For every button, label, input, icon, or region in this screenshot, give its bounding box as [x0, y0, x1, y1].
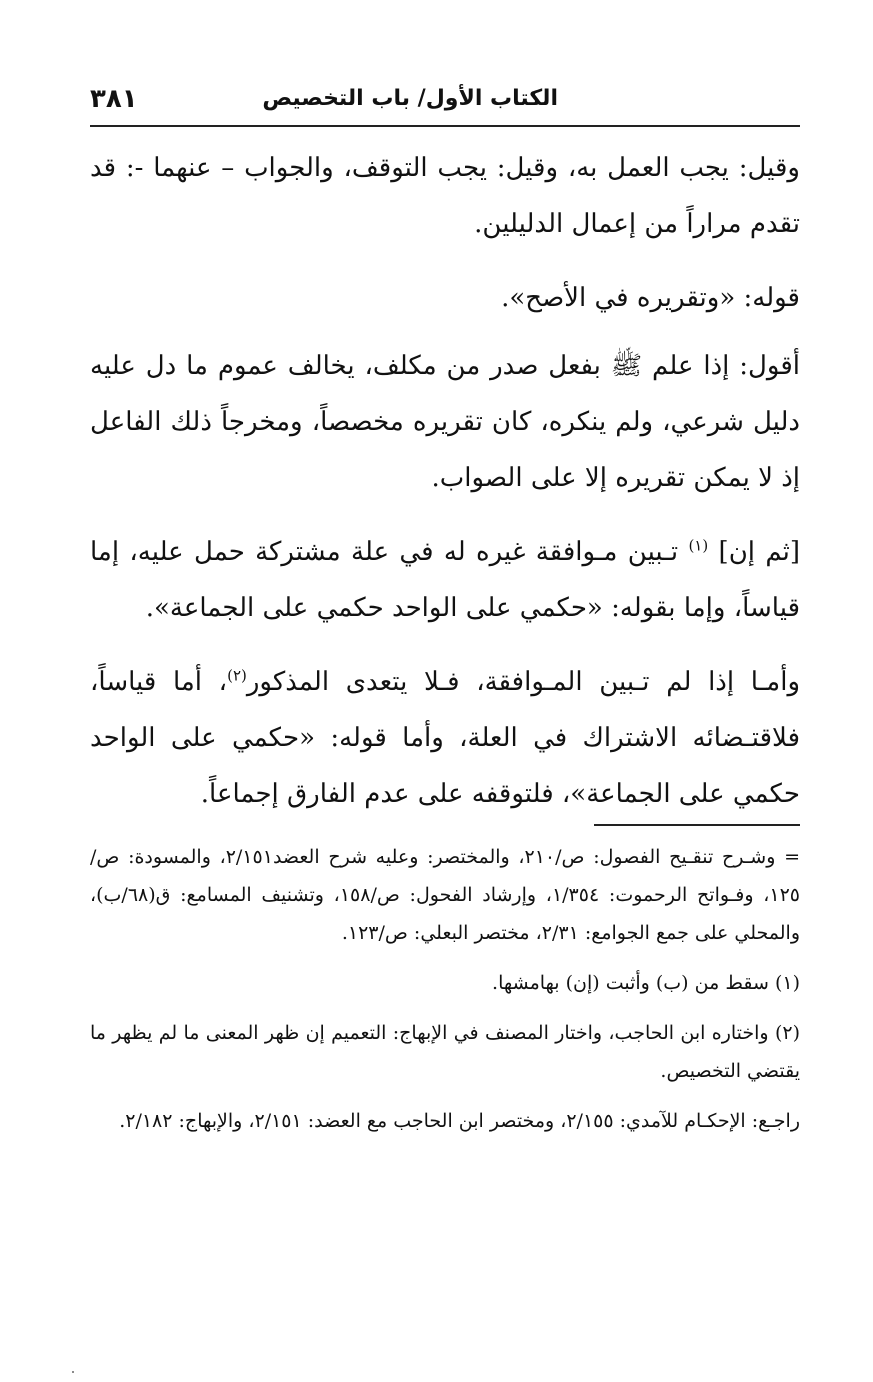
footnote-2 — [90, 1014, 800, 1090]
footnote-divider — [594, 824, 800, 826]
footnote-ref-2: (٢) — [227, 666, 247, 685]
footnote-1-text: سقط من (ب) وأثبت (إن) بهامشها. — [492, 972, 769, 994]
footnote-ref-1: (١) — [688, 536, 709, 555]
paragraph-4-rest: تـبين مـوافقة غيره له في علة مشتركة حمل عليه، إما قياساً، وإما بقوله: «حكمي على الواحد حكمي على الجماعة». — [90, 537, 800, 623]
footnote-continued: = وشـرح تنقـيح الفصول: ص/٢١٠، والمختصر: وعليه شرح العضد٢/١٥١، والمسودة: ص/١٢٥، وفـواتح الرحموت: ١/٣٥٤، وإرشاد الفحول: ص/١٥٨، وتشنيف المسامع: ق(٦٨/ب)، والمحلي على جمع الجوامع: ٢/٣١، مختصر البعلي: ص/١٢٣. — [90, 846, 801, 944]
header-divider — [90, 125, 800, 127]
footnote-2-text: واختاره ابن الحاجب، واختار المصنف في الإبهاج: التعميم إن ظهر المعنى ما لم يظهر ما يقتضي التخصيص. — [90, 1022, 800, 1082]
footnotes — [90, 838, 800, 1152]
paragraph-5-rest: ، أما قياساً، فلاقتـضائه الاشتراك في العلة، وأما قوله: «حكمي على الواحد حكمي على الجماعة»، فلتوقفه على عدم الفارق إجماعاً. — [90, 667, 800, 809]
chapter-title: الكتاب الأول/ باب التخصيص — [262, 86, 558, 111]
footnote-1-mark: (١) — [774, 972, 800, 994]
paragraph-1: وقيل: يجب العمل به، وقيل: يجب التوقف، والجواب – عنهما -: قد تقدم مراراً من إعمال الدليلين. — [90, 153, 800, 239]
main-text — [90, 140, 800, 840]
running-head — [90, 82, 800, 122]
footnote-2-references: راجـع: الإحكـام للآمدي: ٢/١٥٥، ومختصر ابن الحاجب مع العضد: ٢/١٥١، والإبهاج: ٢/١٨٢. — [119, 1110, 800, 1132]
paragraph-5 — [90, 654, 800, 822]
scan-speck — [72, 1371, 74, 1373]
footnote-2-mark: (٢) — [774, 1022, 800, 1044]
paragraph-3: أقول: إذا علم ﷺ بفعل صدر من مكلف، يخالف عموم ما دل عليه دليل شرعي، ولم ينكره، كان تقريره مخصصاً، ومخرجاً ذلك الفاعل إذ لا يمكن تقريره إلا على الصواب. — [90, 351, 800, 493]
paragraph-2-quote: قوله: «وتقريره في الأصح». — [501, 283, 800, 313]
footnote-1 — [90, 964, 800, 1002]
paragraph-4 — [90, 524, 800, 636]
page-number: ٣٨١ — [90, 84, 138, 114]
paragraph-5-start: وأمـا إذا لم تـبين المـوافقة، فـلا يتعدى المذكور — [246, 667, 801, 697]
paragraph-4-start: [ثم إن] — [718, 537, 801, 567]
book-page — [90, 0, 800, 1382]
